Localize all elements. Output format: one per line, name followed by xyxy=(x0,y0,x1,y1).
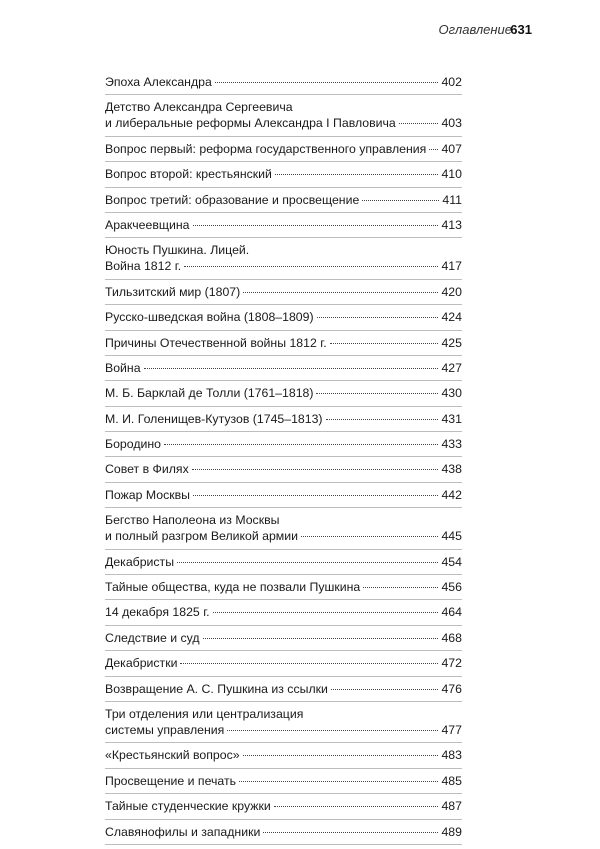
dot-leader xyxy=(331,689,439,690)
dot-leader xyxy=(203,638,439,639)
entry-divider xyxy=(105,456,462,457)
dot-leader xyxy=(184,266,438,267)
toc-entry-title xyxy=(105,309,462,325)
toc-entry[interactable] xyxy=(105,655,462,671)
toc-entry-title-line: Пожар Москвы xyxy=(105,487,190,502)
toc-entry-title xyxy=(105,798,462,814)
toc-entry-page: 424 xyxy=(441,310,462,325)
toc-entry-title xyxy=(105,217,462,233)
dot-leader xyxy=(144,368,439,369)
toc-entry-page: 413 xyxy=(441,217,462,232)
entry-divider xyxy=(105,599,462,600)
toc-entry-title-line: Война 1812 г. xyxy=(105,259,182,274)
toc-entry-page: 438 xyxy=(441,462,462,477)
toc-entry-title xyxy=(105,681,462,697)
toc-entry[interactable] xyxy=(105,554,462,570)
toc-entry-title-line: Война xyxy=(105,360,141,375)
toc-entry-title-line: Декабристы xyxy=(105,554,175,569)
toc-entry[interactable] xyxy=(105,436,462,452)
toc-entry-title-line: Вопрос второй: крестьянский xyxy=(105,167,272,182)
toc-entry[interactable] xyxy=(105,512,462,544)
dot-leader xyxy=(215,82,439,83)
dot-leader xyxy=(193,225,439,226)
toc-entry[interactable] xyxy=(105,166,462,182)
toc-entry-title xyxy=(105,242,462,274)
toc-entry-title-line: Просвещение и печать xyxy=(105,773,237,788)
toc-entry-title xyxy=(105,579,462,595)
toc-entry-title-line: и полный разгром Великой армии xyxy=(105,529,299,544)
toc-entry-title-line: М. И. Голенищев-Кутузов (1745–1813) xyxy=(105,411,323,426)
dot-leader xyxy=(180,663,438,664)
toc-entry-title xyxy=(105,655,462,671)
entry-divider xyxy=(105,212,462,213)
toc-entry[interactable] xyxy=(105,487,462,503)
toc-entry-title-line: Возвращение А. С. Пушкина из ссылки xyxy=(105,681,328,696)
toc-entry-title xyxy=(105,192,462,208)
running-header xyxy=(0,22,600,42)
entry-divider xyxy=(105,406,462,407)
entry-divider xyxy=(105,187,462,188)
toc-entry-page: 433 xyxy=(441,437,462,452)
toc-entry[interactable] xyxy=(105,706,462,738)
toc-entry-page: 464 xyxy=(441,605,462,620)
toc-entry-title xyxy=(105,461,462,477)
toc-entry-page: 445 xyxy=(441,529,462,544)
toc-entry-title-line: Декабристки xyxy=(105,656,178,671)
toc-entry-page: 489 xyxy=(441,824,462,839)
toc-entry-title-line: Совет в Филях xyxy=(105,462,189,477)
toc-entry[interactable] xyxy=(105,798,462,814)
table-of-contents xyxy=(105,74,462,849)
toc-entry-page: 477 xyxy=(441,722,462,737)
dot-leader xyxy=(429,149,438,150)
toc-entry-title xyxy=(105,99,462,131)
dot-leader xyxy=(362,200,439,201)
entry-divider xyxy=(105,625,462,626)
toc-entry-title-line: М. Б. Барклай де Толли (1761–1818) xyxy=(105,386,314,401)
toc-entry-page: 425 xyxy=(441,335,462,350)
toc-entry-title xyxy=(105,385,462,401)
entry-divider xyxy=(105,676,462,677)
toc-entry-title xyxy=(105,487,462,503)
toc-entry[interactable] xyxy=(105,335,462,351)
dot-leader xyxy=(274,806,439,807)
toc-entry-title-line: Эпоха Александра xyxy=(105,75,212,89)
toc-entry-title-line: Тильзитский мир (1807) xyxy=(105,284,241,299)
toc-entry-page: 430 xyxy=(441,386,462,401)
entry-divider xyxy=(105,94,462,95)
toc-entry[interactable] xyxy=(105,74,462,90)
entry-divider xyxy=(105,482,462,483)
entry-divider xyxy=(105,844,462,845)
toc-entry-title-line: «Крестьянский вопрос» xyxy=(105,748,240,763)
toc-entry-title xyxy=(105,630,462,646)
toc-entry-page: 417 xyxy=(441,259,462,274)
entry-divider xyxy=(105,136,462,137)
toc-entry[interactable] xyxy=(105,360,462,376)
toc-entry-page: 420 xyxy=(441,284,462,299)
dot-leader xyxy=(213,612,439,613)
toc-entry[interactable] xyxy=(105,604,462,620)
toc-entry-title-line: Бородино xyxy=(105,437,161,452)
toc-entry-page: 403 xyxy=(441,116,462,131)
toc-entry-page: 472 xyxy=(441,656,462,671)
toc-entry-title xyxy=(105,166,462,182)
entry-divider xyxy=(105,650,462,651)
toc-entry-page: 402 xyxy=(441,75,462,89)
dot-leader xyxy=(263,832,438,833)
page-number: 631 xyxy=(510,22,532,37)
toc-entry[interactable] xyxy=(105,284,462,300)
entry-divider xyxy=(105,237,462,238)
toc-entry[interactable] xyxy=(105,242,462,274)
dot-leader xyxy=(317,317,439,318)
dot-leader xyxy=(177,562,438,563)
toc-entry[interactable] xyxy=(105,141,462,157)
toc-entry-title-line: Следствие и суд xyxy=(105,630,200,645)
toc-entry[interactable] xyxy=(105,99,462,131)
entry-divider xyxy=(105,431,462,432)
toc-entry-title xyxy=(105,411,462,427)
toc-entry-title-line: и либеральные реформы Александра I Павловича xyxy=(105,116,396,131)
toc-entry-title xyxy=(105,141,462,157)
toc-entry-page: 476 xyxy=(441,681,462,696)
toc-entry[interactable] xyxy=(105,309,462,325)
dot-leader xyxy=(363,587,438,588)
toc-entry-title-line: системы управления xyxy=(105,722,225,737)
toc-entry-page: 456 xyxy=(441,580,462,595)
toc-entry-title xyxy=(105,284,462,300)
dot-leader xyxy=(326,419,439,420)
toc-entry-title xyxy=(105,512,462,544)
toc-entry-title-line: Тайные студенческие кружки xyxy=(105,799,271,814)
section-title: Оглавление xyxy=(438,22,512,37)
toc-entry[interactable] xyxy=(105,217,462,233)
dot-leader xyxy=(193,495,438,496)
toc-entry-title-line: Русско-шведская война (1808–1809) xyxy=(105,310,314,325)
toc-entry-title-line: Юность Пушкина. Лицей. xyxy=(105,243,250,258)
entry-divider xyxy=(105,819,462,820)
toc-entry-title xyxy=(105,824,462,840)
entry-divider xyxy=(105,330,462,331)
toc-entry-title xyxy=(105,360,462,376)
toc-entry-page: 411 xyxy=(442,192,462,207)
dot-leader xyxy=(301,536,438,537)
toc-entry-page: 431 xyxy=(441,411,462,426)
entry-divider xyxy=(105,304,462,305)
toc-entry-title-line: Причины Отечественной войны 1812 г. xyxy=(105,335,327,350)
entry-divider xyxy=(105,161,462,162)
dot-leader xyxy=(243,755,439,756)
toc-entry[interactable] xyxy=(105,461,462,477)
toc-entry-title xyxy=(105,604,462,620)
toc-entry[interactable] xyxy=(105,824,462,840)
toc-entry-page: 468 xyxy=(441,630,462,645)
toc-entry-title-line: Детство Александра Сергеевича xyxy=(105,100,293,115)
toc-entry-page: 485 xyxy=(441,773,462,788)
dot-leader xyxy=(243,292,438,293)
entry-divider xyxy=(105,507,462,508)
toc-entry-title xyxy=(105,773,462,789)
dot-leader xyxy=(275,174,439,175)
toc-entry-page: 427 xyxy=(441,360,462,375)
toc-entry-title-line: Бегство Наполеона из Москвы xyxy=(105,513,280,528)
toc-entry-title xyxy=(105,706,462,738)
toc-entry-title-line: Тайные общества, куда не позвали Пушкина xyxy=(105,580,361,595)
entry-divider xyxy=(105,742,462,743)
toc-entry[interactable] xyxy=(105,681,462,697)
toc-entry-page: 487 xyxy=(441,799,462,814)
entry-divider xyxy=(105,549,462,550)
entry-divider xyxy=(105,279,462,280)
toc-entry[interactable] xyxy=(105,385,462,401)
dot-leader xyxy=(399,123,439,124)
toc-entry-title xyxy=(105,554,462,570)
toc-entry-title-line: Три отделения или централизация xyxy=(105,706,304,721)
toc-entry-title xyxy=(105,335,462,351)
toc-entry-title-line: Аракчеевщина xyxy=(105,217,190,232)
toc-entry[interactable] xyxy=(105,411,462,427)
dot-leader xyxy=(316,393,438,394)
toc-entry-page: 454 xyxy=(441,554,462,569)
toc-entry[interactable] xyxy=(105,579,462,595)
toc-entry-title-line: Славянофилы и западники xyxy=(105,824,261,839)
dot-leader xyxy=(227,730,438,731)
toc-entry-page: 442 xyxy=(441,487,462,502)
entry-divider xyxy=(105,768,462,769)
toc-entry[interactable] xyxy=(105,630,462,646)
toc-entry-title-line: Вопрос первый: реформа государственного управления xyxy=(105,141,427,156)
toc-entry-title-line: Вопрос третий: образование и просвещение xyxy=(105,192,360,207)
toc-entry[interactable] xyxy=(105,773,462,789)
toc-entry-page: 407 xyxy=(441,141,462,156)
toc-entry-page: 410 xyxy=(441,167,462,182)
toc-entry-title xyxy=(105,436,462,452)
toc-entry-title xyxy=(105,74,462,90)
toc-entry-title-line: 14 декабря 1825 г. xyxy=(105,605,210,620)
toc-entry[interactable] xyxy=(105,192,462,208)
entry-divider xyxy=(105,574,462,575)
dot-leader xyxy=(192,469,439,470)
entry-divider xyxy=(105,355,462,356)
dot-leader xyxy=(330,343,439,344)
dot-leader xyxy=(239,781,438,782)
toc-entry-page: 483 xyxy=(441,748,462,763)
entry-divider xyxy=(105,701,462,702)
dot-leader xyxy=(164,444,438,445)
entry-divider xyxy=(105,793,462,794)
entry-divider xyxy=(105,380,462,381)
